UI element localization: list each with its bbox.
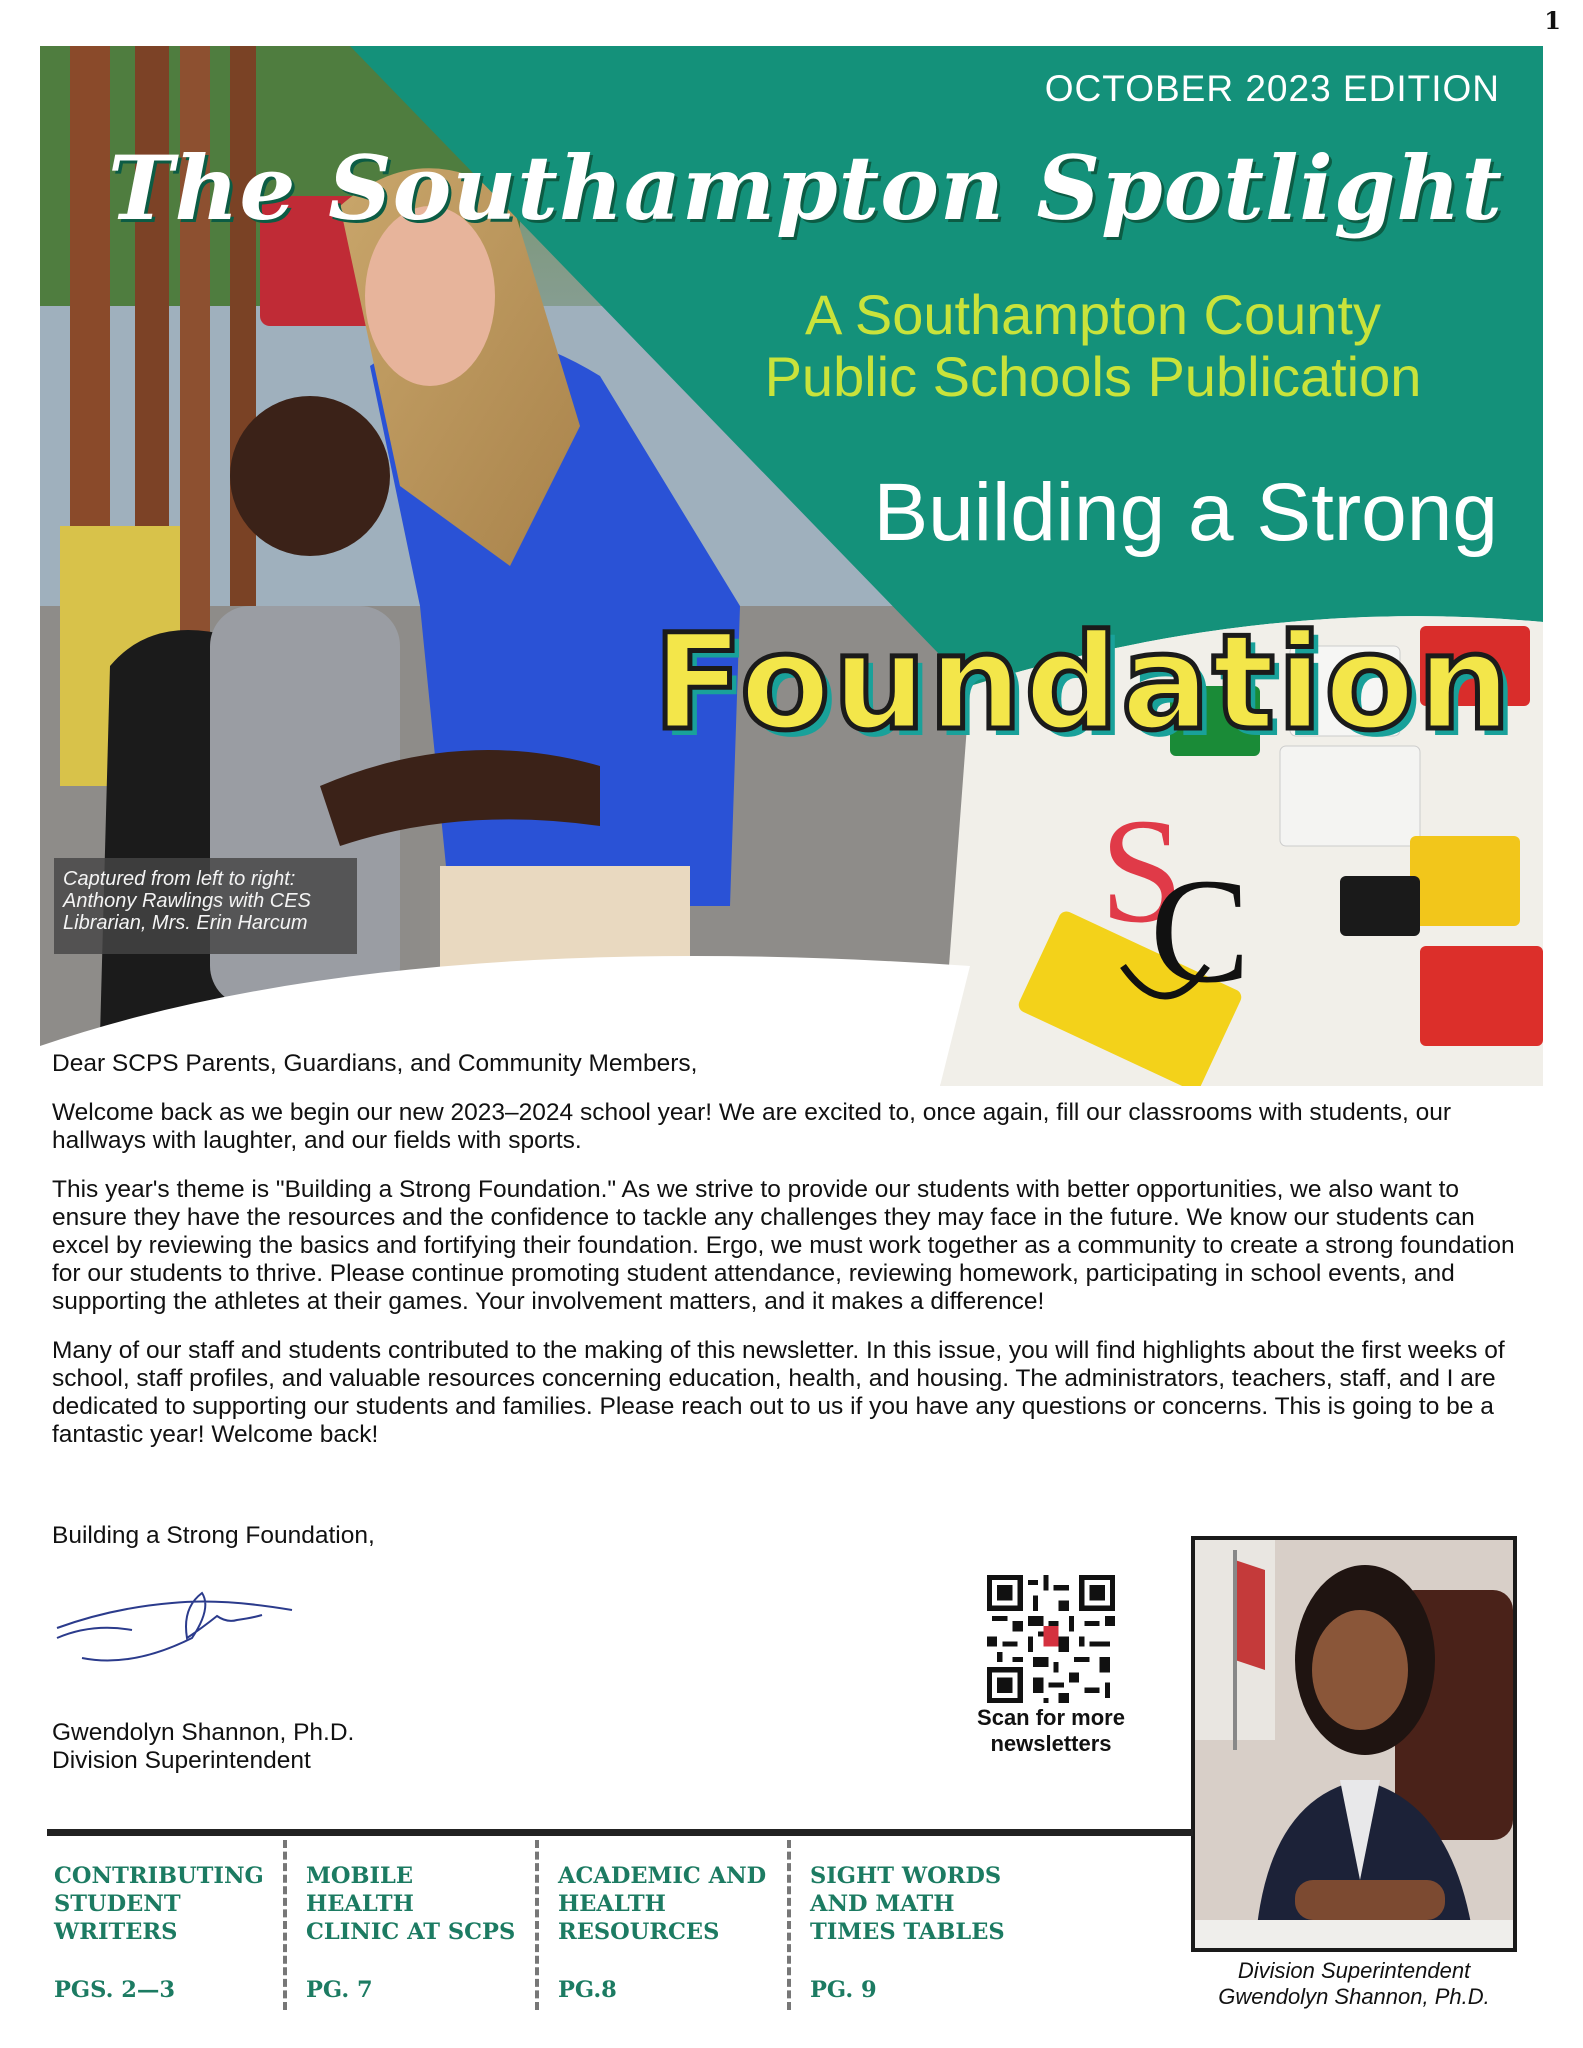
toc-title-line: STUDENT	[54, 1891, 181, 1917]
theme-line-2: Foundation	[652, 606, 1513, 760]
toc-item-student-writers[interactable]	[54, 1862, 274, 2004]
caption-line-2: Anthony Rawlings with CES	[63, 890, 311, 912]
signer-title: Division Superintendent	[52, 1747, 311, 1774]
toc-title-line: ACADEMIC AND	[558, 1863, 767, 1889]
toc-title-line: HEALTH	[558, 1891, 666, 1917]
toc-item-sight-words-math[interactable]	[810, 1862, 1030, 2004]
toc-separator	[787, 1840, 791, 2010]
scps-logo-c: C	[1150, 848, 1251, 1014]
page-number: 1	[1544, 6, 1561, 35]
caption-line-1: Captured from left to right:	[63, 868, 296, 890]
letter-paragraph-2: This year's theme is "Building a Strong Foundation." As we strive to provide our students with better opportunities, we also want to ensure they have the resources and the confidence to tackle any challenges they may face in the future. We know our students can excel by reviewing the basics and fortifying their foundation. Ergo, we must work together as a community to create a strong foundation for our students to thrive. Please continue promoting student attendance, reviewing homework, participating in school events, and supporting the athletes at their games. Your involvement matters, and it makes a difference!	[52, 1176, 1515, 1315]
toc-title-line: WRITERS	[54, 1919, 178, 1945]
toc-title-line: MOBILE	[306, 1863, 414, 1889]
toc-item-mobile-health-clinic[interactable]	[306, 1862, 526, 2004]
toc-title-line: AND MATH	[810, 1891, 955, 1917]
toc-title-line: SIGHT WORDS	[810, 1863, 1002, 1889]
toc-title-line: HEALTH	[306, 1891, 414, 1917]
theme-line-1: Building a Strong	[873, 467, 1498, 558]
toc-divider-rule	[47, 1829, 1193, 1836]
signature-image	[52, 1568, 302, 1678]
portrait-photo	[1195, 1540, 1513, 1948]
scps-logo-s: S	[1100, 788, 1184, 954]
portrait-caption-line-1: Division Superintendent	[1237, 1958, 1471, 1983]
letter-paragraph-1: Welcome back as we begin our new 2023–2024 school year! We are excited to, once again, fill our classrooms with students, our hallways with laughter, and our fields with sports.	[52, 1099, 1452, 1154]
subtitle-line-2: Public Schools Publication	[764, 345, 1422, 408]
qr-caption-line-2: newsletters	[990, 1731, 1112, 1756]
toc-page-ref: PG. 9	[810, 1977, 877, 2003]
toc-page-ref: PG. 7	[306, 1977, 373, 2003]
toc-title-line: TIMES TABLES	[810, 1919, 1005, 1945]
smile-icon	[1115, 956, 1215, 1016]
publication-subtitle	[743, 284, 1443, 408]
hero-banner	[40, 46, 1543, 1086]
superintendent-portrait	[1191, 1536, 1517, 1952]
portrait-caption-line-2: Gwendolyn Shannon, Ph.D.	[1218, 1984, 1490, 2009]
subtitle-line-1: A Southampton County	[805, 283, 1381, 346]
qr-caption-line-1: Scan for more	[977, 1705, 1125, 1730]
toc-title-line: CONTRIBUTING	[54, 1863, 264, 1889]
edition-label: OCTOBER 2023 EDITION	[1044, 68, 1500, 109]
toc-page-ref: PG.8	[558, 1977, 617, 2003]
letter-closing: Building a Strong Foundation,	[52, 1522, 375, 1549]
toc-title-line: RESOURCES	[558, 1919, 720, 1945]
photo-caption	[54, 858, 357, 954]
toc-page-ref: PGS. 2—3	[54, 1977, 176, 2003]
qr-caption	[950, 1705, 1152, 1757]
signer-block	[52, 1719, 354, 1775]
caption-line-3: Librarian, Mrs. Erin Harcum	[63, 912, 308, 934]
portrait-caption	[1172, 1958, 1536, 2010]
qr-code-icon[interactable]	[987, 1575, 1115, 1703]
toc-separator	[535, 1840, 539, 2010]
letter-paragraph-3: Many of our staff and students contributed to the making of this newsletter. In this issue, you will find highlights about the first weeks of school, staff profiles, and valuable resources concerning education, health, and housing. The administrators, teachers, staff, and I are dedicated to supporting our students and families. Please reach out to us if you have any questions or concerns. This is going to be a fantastic year! Welcome back!	[52, 1337, 1505, 1448]
letter-salutation: Dear SCPS Parents, Guardians, and Community Members,	[52, 1050, 698, 1077]
toc-separator	[283, 1840, 287, 2010]
signer-name: Gwendolyn Shannon, Ph.D.	[52, 1719, 355, 1746]
masthead-title: The Southampton Spotlight	[107, 136, 1503, 240]
letter-body	[52, 1050, 1532, 1470]
toc-title-line: CLINIC AT SCPS	[306, 1919, 516, 1945]
toc-item-academic-health-resources[interactable]	[558, 1862, 778, 2004]
